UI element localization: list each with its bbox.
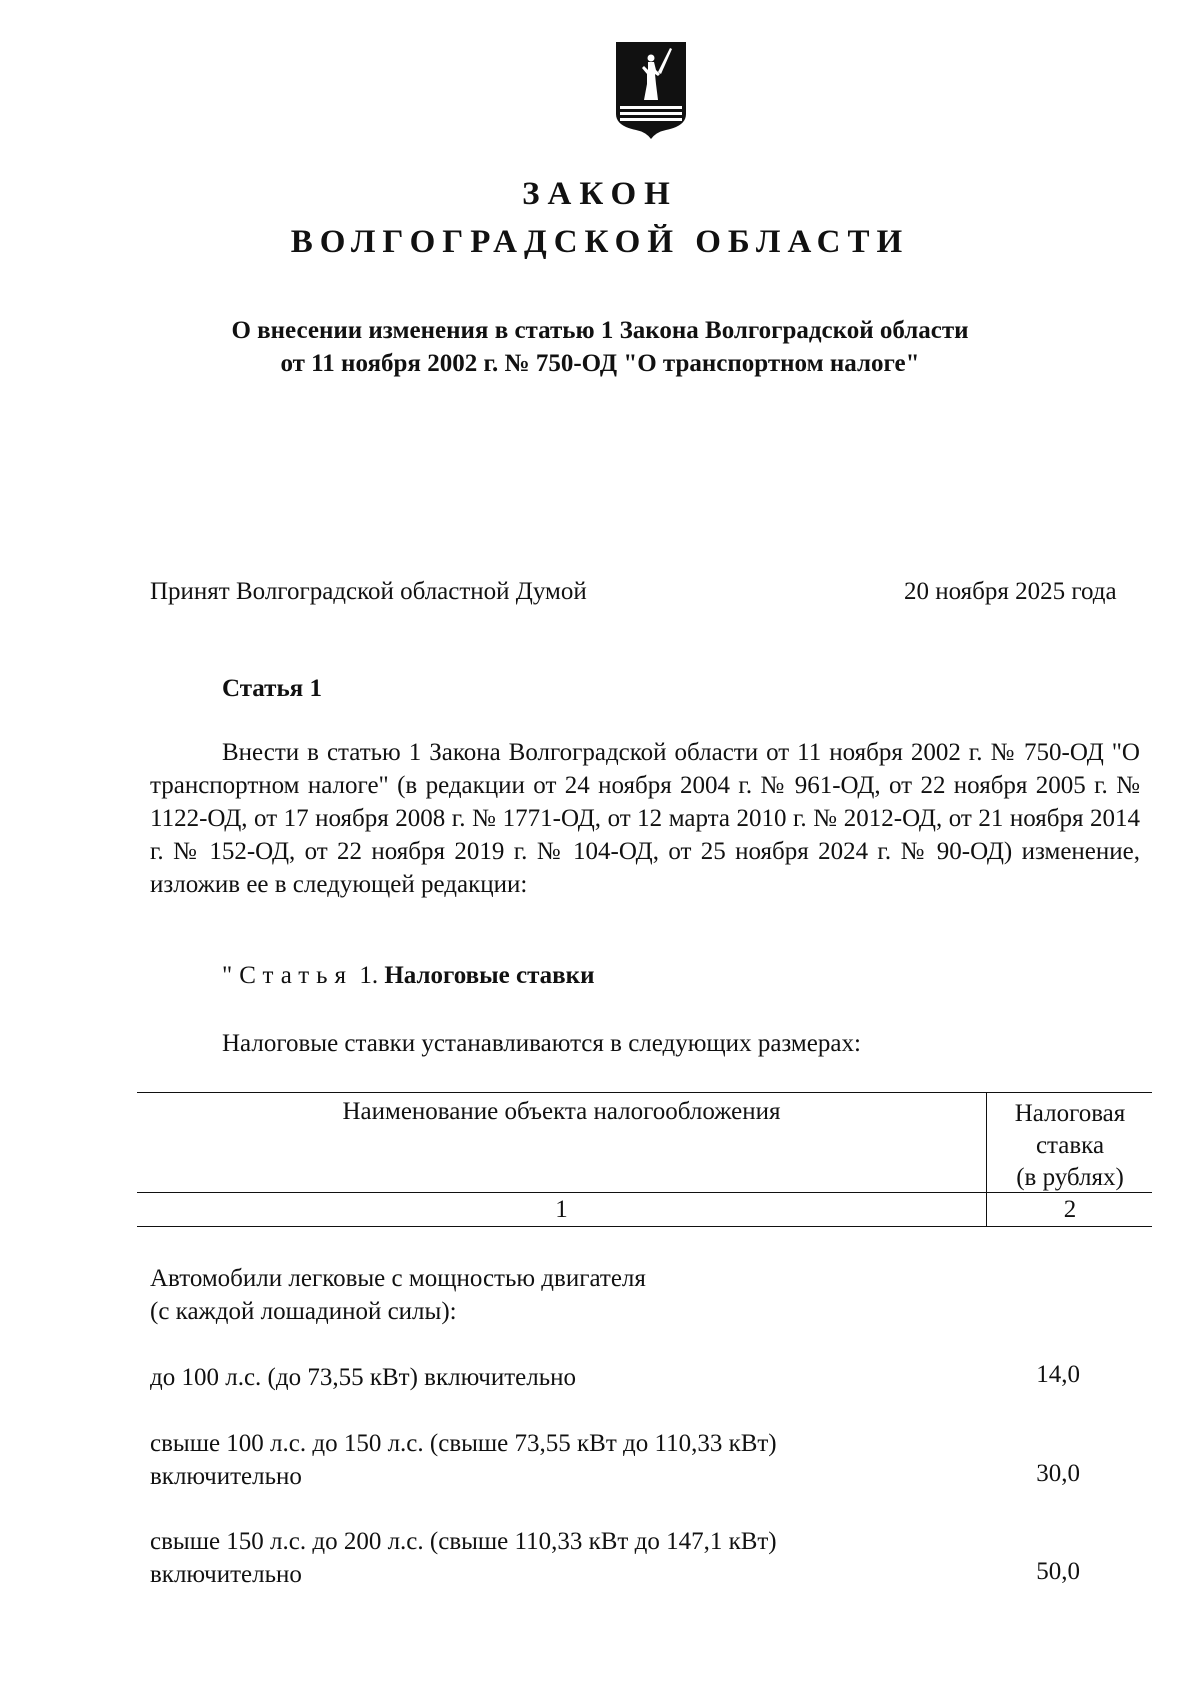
rates-intro: Налоговые ставки устанавливаются в следующих размерах: — [222, 1030, 861, 1057]
adoption-date: 20 ноября 2025 года — [904, 578, 1117, 605]
table-group-heading — [150, 1262, 950, 1328]
table-row-rate: 30,0 — [1036, 1460, 1080, 1487]
table-column-divider — [986, 1092, 987, 1226]
table-row-description: свыше 100 л.с. до 150 л.с. (свыше 73,55 кВт до 110,33 кВт) — [150, 1430, 777, 1457]
table-row-rate: 50,0 — [1036, 1558, 1080, 1585]
document-title-region: ВОЛГОГРАДСКОЙ ОБЛАСТИ — [290, 224, 910, 260]
coat-of-arms-emblem — [614, 40, 688, 140]
table-row — [150, 1361, 950, 1394]
column-header-rate-line-2: ставка — [1035, 1132, 1105, 1159]
law-subject — [150, 314, 1050, 380]
document-title: ЗАКОН — [522, 176, 678, 212]
law-subject-line-2: от 11 ноября 2002 г. № 750-ОД "О транспортном налоге" — [280, 350, 920, 377]
column-header-rate-line-1: Налоговая — [1014, 1100, 1126, 1127]
table-row — [150, 1427, 950, 1493]
article-heading: Статья 1 — [222, 675, 322, 702]
table-group-line-1: Автомобили легковые с мощностью двигателя — [150, 1265, 646, 1292]
quoted-article-heading — [222, 962, 594, 990]
table-row-description: до 100 л.с. (до 73,55 кВт) включительно — [150, 1364, 577, 1391]
table-row-description-cont: включительно — [150, 1463, 302, 1490]
column-header-object: Наименование объекта налогообложения — [342, 1098, 781, 1125]
table-row — [150, 1525, 950, 1591]
quoted-article-prefix: "Статья — [222, 962, 354, 989]
table-group-line-2: (с каждой лошадиной силы): — [150, 1298, 457, 1325]
column-number-1: 1 — [555, 1196, 568, 1223]
law-subject-line-1: О внесении изменения в статью 1 Закона Волгоградской области — [231, 317, 969, 344]
table-row-description: свыше 150 л.с. до 200 л.с. (свыше 110,33 кВт до 147,1 кВт) — [150, 1528, 777, 1555]
table-row-description-cont: включительно — [150, 1561, 302, 1588]
quoted-article-title: Налоговые ставки — [384, 962, 595, 989]
article-body: Внести в статью 1 Закона Волгоградской области от 11 ноября 2002 г. № 750-ОД "О транспортном налоге" (в редакции от 24 ноября 2004 г. № 961-ОД, от 22 ноября 2005 г. № 1122-ОД, от 17 ноября 2008 г. № 1771-ОД, от 12 марта 2010 г. № 2012-ОД, от 21 ноября 2014 г. № 152-ОД, от 22 ноября 2019 г. № 104-ОД, от 25 ноября 2024 г. № 90-ОД) изменение, изложив ее в следующей редакции: — [150, 739, 1140, 898]
table-number-rule — [137, 1226, 1152, 1227]
column-header-rate — [988, 1098, 1152, 1194]
volgograd-coat-of-arms-icon — [614, 40, 688, 140]
column-header-rate-line-3: (в рублях) — [1016, 1164, 1124, 1191]
column-number-2: 2 — [1063, 1196, 1077, 1223]
table-top-rule — [137, 1092, 1152, 1093]
table-row-rate: 14,0 — [1036, 1361, 1080, 1388]
adopted-by: Принят Волгоградской областной Думой — [150, 578, 587, 605]
quoted-article-number: 1. — [353, 962, 385, 989]
